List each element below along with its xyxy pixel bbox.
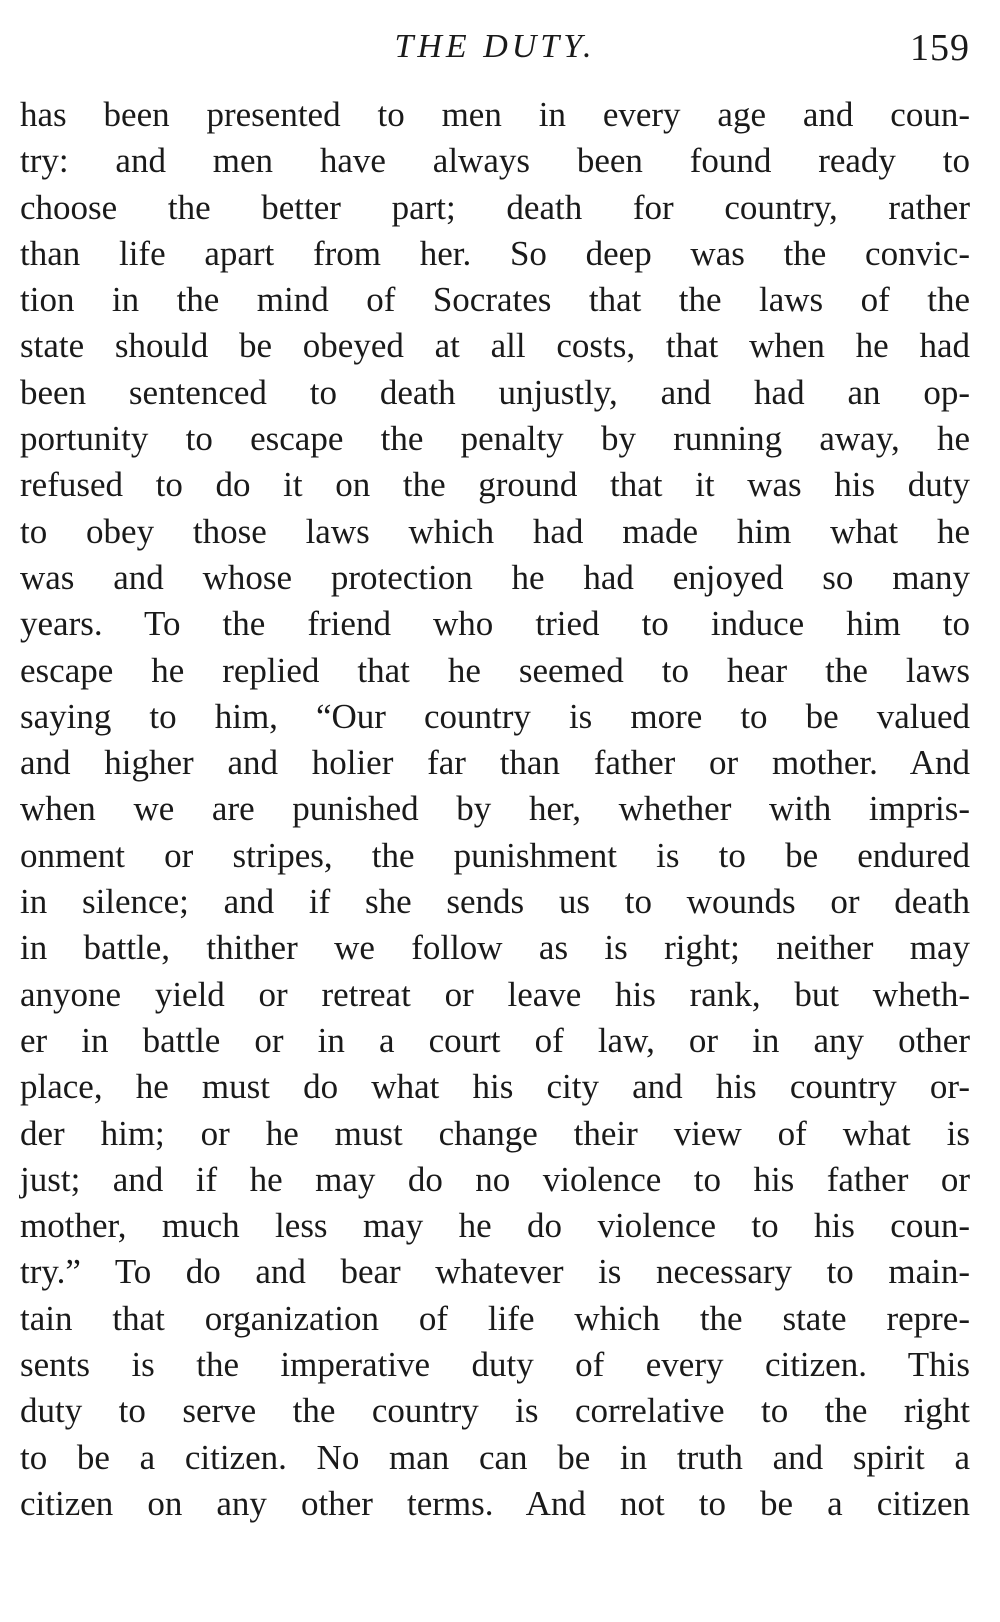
text-line: citizen on any other terms. And not to be a citizen: [20, 1483, 970, 1523]
text-line: was and whose protection he had enjoyed so many: [20, 557, 970, 597]
text-line: try: and men have always been found ready to: [20, 141, 970, 181]
text-line: place, he must do what his city and his country or-: [20, 1067, 970, 1107]
text-line: to obey those laws which had made him what he: [20, 511, 970, 551]
text-line: years. To the friend who tried to induce him to: [20, 604, 970, 644]
text-line: than life apart from her. So deep was the convic-: [20, 233, 970, 273]
running-head: [20, 0, 970, 92]
text-line: and higher and holier far than father or mother. And: [20, 743, 970, 783]
text-line: er in battle or in a court of law, or in any other: [20, 1020, 970, 1060]
text-line: onment or stripes, the punishment is to be endured: [20, 835, 970, 875]
text-line: in silence; and if she sends us to wounds or death: [20, 882, 970, 922]
text-line: choose the better part; death for country, rather: [20, 187, 970, 227]
text-line: to be a citizen. No man can be in truth and spirit a: [20, 1437, 970, 1477]
book-page: [20, 0, 970, 1622]
text-line: portunity to escape the penalty by running away, he: [20, 419, 970, 459]
running-title: THE DUTY.: [394, 28, 596, 65]
text-line: when we are punished by her, whether with impris-: [20, 789, 970, 829]
body-text: [20, 92, 970, 1527]
text-line: sents is the imperative duty of every citizen. This: [20, 1345, 970, 1385]
text-line: duty to serve the country is correlative to the right: [20, 1391, 970, 1431]
text-line: been sentenced to death unjustly, and had an op-: [20, 372, 970, 412]
text-line: tain that organization of life which the state repre-: [20, 1298, 970, 1338]
text-line: saying to him, “Our country is more to be valued: [20, 696, 970, 736]
text-line: refused to do it on the ground that it was his duty: [20, 465, 970, 505]
text-line: tion in the mind of Socrates that the laws of the: [20, 280, 970, 320]
text-line: has been presented to men in every age and coun-: [20, 95, 970, 134]
text-line: in battle, thither we follow as is right; neither may: [20, 928, 970, 968]
text-line: escape he replied that he seemed to hear the laws: [20, 650, 970, 690]
text-line: mother, much less may he do violence to his coun-: [20, 1206, 970, 1246]
text-line: state should be obeyed at all costs, that when he had: [20, 326, 970, 366]
text-line: try.” To do and bear whatever is necessary to main-: [20, 1252, 970, 1292]
text-line: anyone yield or retreat or leave his rank, but wheth-: [20, 974, 970, 1014]
text-line: just; and if he may do no violence to his father or: [20, 1159, 970, 1199]
page-number: 159: [910, 27, 970, 69]
text-line: der him; or he must change their view of what is: [20, 1113, 970, 1153]
